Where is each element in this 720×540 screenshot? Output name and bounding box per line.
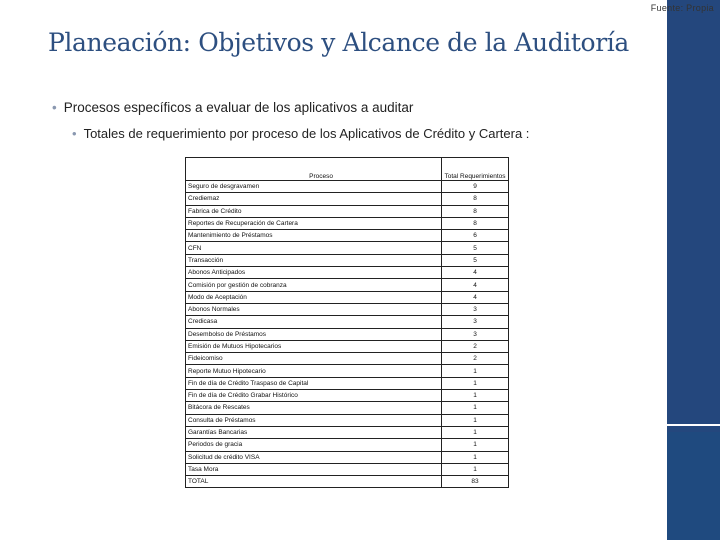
table-row — [186, 414, 509, 426]
side-accent-bar — [667, 0, 720, 540]
row-total: 1 — [442, 463, 509, 475]
row-total: 3 — [442, 316, 509, 328]
table-row — [186, 463, 509, 475]
row-total: 1 — [442, 439, 509, 451]
row-total: 1 — [442, 451, 509, 463]
row-process: Abonos Anticipados — [186, 267, 442, 279]
table-row — [186, 365, 509, 377]
row-process: CFN — [186, 242, 442, 254]
header-process: Proceso — [186, 158, 442, 181]
row-total: 5 — [442, 254, 509, 266]
row-total: 1 — [442, 390, 509, 402]
row-total: 1 — [442, 426, 509, 438]
bullet-2-text: Totales de requerimiento por proceso de los Aplicativos de Crédito y Cartera : — [83, 126, 530, 141]
row-process: Credicasa — [186, 316, 442, 328]
row-process: Solicitud de crédito VISA — [186, 451, 442, 463]
table-row — [186, 254, 509, 266]
row-total: 8 — [442, 205, 509, 217]
row-process: Comisión por gestión de cobranza — [186, 279, 442, 291]
row-total: 3 — [442, 303, 509, 315]
row-process: Mantenimiento de Préstamos — [186, 230, 442, 242]
row-total: 6 — [442, 230, 509, 242]
table-row — [186, 340, 509, 352]
row-process: Consulta de Préstamos — [186, 414, 442, 426]
table-row — [186, 426, 509, 438]
table-row — [186, 181, 509, 193]
row-process: Fin de día de Crédito Traspaso de Capital — [186, 377, 442, 389]
table-row — [186, 377, 509, 389]
row-total: 1 — [442, 402, 509, 414]
bar-lower-block — [667, 432, 720, 540]
header-total: Total Requerimientos — [442, 158, 509, 181]
row-process: Garantías Bancarias — [186, 426, 442, 438]
table-header-row — [186, 158, 509, 181]
table-row — [186, 230, 509, 242]
row-total: 83 — [442, 476, 509, 488]
source-note: Fuente: Propia — [650, 3, 714, 13]
bar-divider — [667, 424, 720, 426]
row-total: 2 — [442, 340, 509, 352]
row-process: Bitácora de Rescates — [186, 402, 442, 414]
table-row — [186, 242, 509, 254]
row-total: 4 — [442, 291, 509, 303]
row-process: Tasa Mora — [186, 463, 442, 475]
table-row — [186, 279, 509, 291]
table-row — [186, 267, 509, 279]
bullet-dot-icon: • — [72, 126, 77, 141]
table-row — [186, 291, 509, 303]
row-total: 4 — [442, 267, 509, 279]
table-row — [186, 390, 509, 402]
row-process: Periodos de gracia — [186, 439, 442, 451]
slide-title: Planeación: Objetivos y Alcance de la Auditoría — [48, 28, 629, 57]
row-total: 9 — [442, 181, 509, 193]
row-process: Crediemaz — [186, 193, 442, 205]
table-row — [186, 303, 509, 315]
row-process: Transacción — [186, 254, 442, 266]
row-total: 8 — [442, 193, 509, 205]
table-row — [186, 193, 509, 205]
table-row — [186, 217, 509, 229]
table-row — [186, 205, 509, 217]
bullet-level-1 — [52, 100, 413, 115]
table-body — [186, 181, 509, 488]
row-total: 1 — [442, 414, 509, 426]
table-row — [186, 439, 509, 451]
table-row — [186, 451, 509, 463]
requirements-table — [185, 157, 509, 488]
table-row — [186, 402, 509, 414]
row-process: Reporte Mutuo Hipotecario — [186, 365, 442, 377]
row-total: 3 — [442, 328, 509, 340]
table-row — [186, 353, 509, 365]
row-total: 1 — [442, 377, 509, 389]
row-process: Fin de día de Crédito Grabar Histórico — [186, 390, 442, 402]
row-process: Fideicomiso — [186, 353, 442, 365]
row-process: Reportes de Recuperación de Cartera — [186, 217, 442, 229]
row-process: Emisión de Mutuos Hipotecarios — [186, 340, 442, 352]
row-total: 8 — [442, 217, 509, 229]
row-total: 5 — [442, 242, 509, 254]
row-total: 1 — [442, 365, 509, 377]
row-process: Abonos Normales — [186, 303, 442, 315]
row-process: Fabrica de Crédito — [186, 205, 442, 217]
table-row — [186, 476, 509, 488]
row-process: Modo de Aceptación — [186, 291, 442, 303]
table-row — [186, 316, 509, 328]
bullet-level-2 — [72, 126, 529, 141]
row-process: Desembolso de Préstamos — [186, 328, 442, 340]
bullet-1-text: Procesos específicos a evaluar de los aplicativos a auditar — [63, 100, 414, 115]
row-total: 4 — [442, 279, 509, 291]
row-total: 2 — [442, 353, 509, 365]
bullet-dot-icon: • — [52, 100, 57, 115]
row-process: TOTAL — [186, 476, 442, 488]
row-process: Seguro de desgravamen — [186, 181, 442, 193]
table-row — [186, 328, 509, 340]
